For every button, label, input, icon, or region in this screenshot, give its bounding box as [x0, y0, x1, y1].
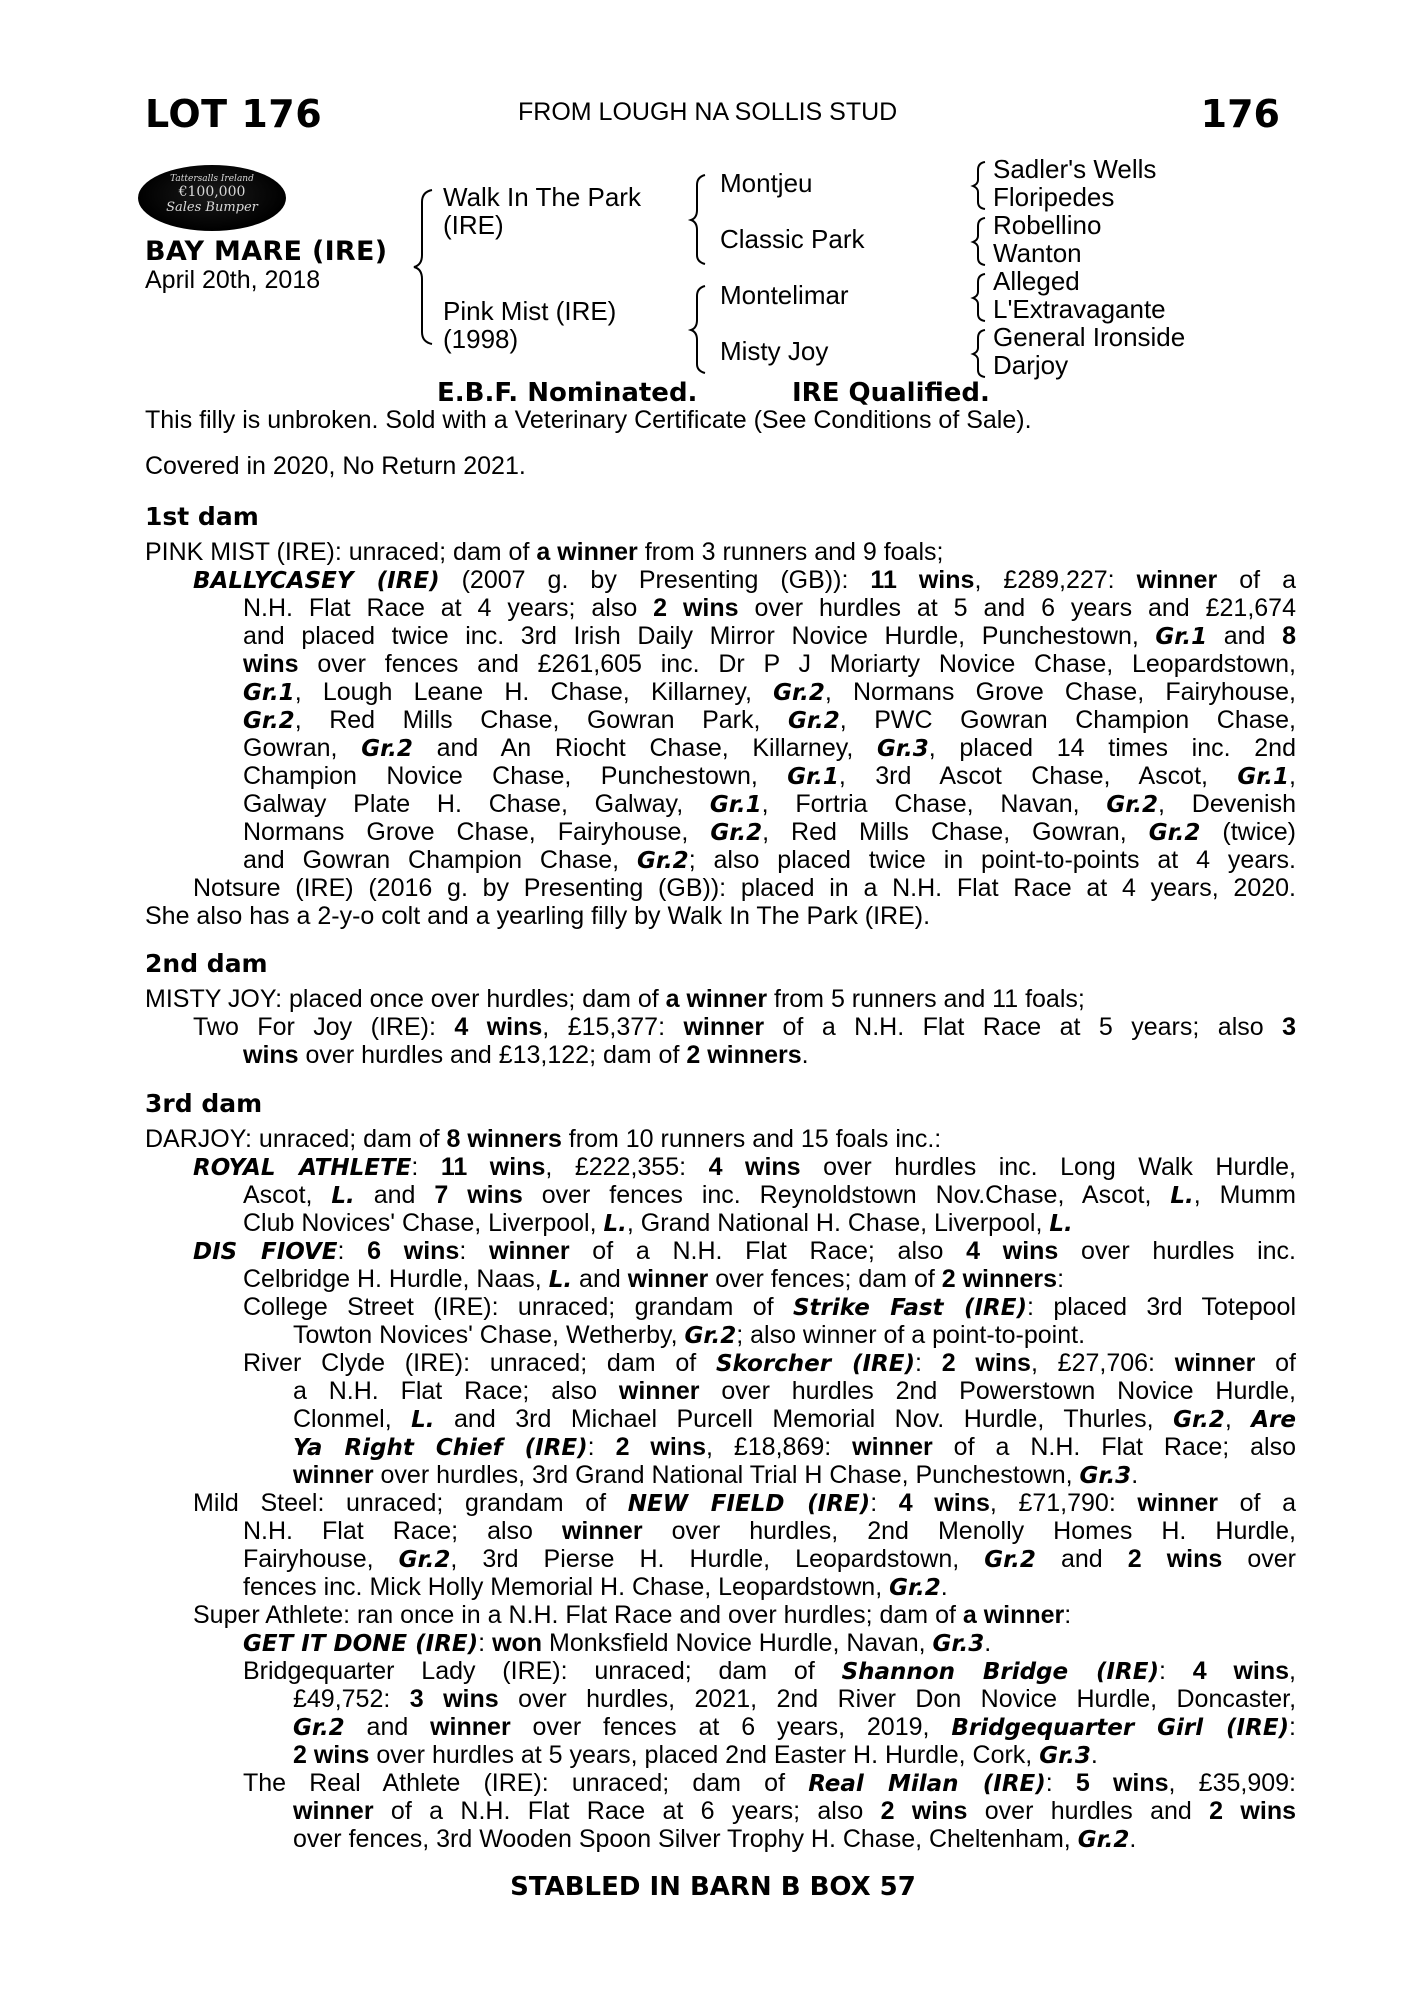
text-segment: of a: [1217, 1489, 1296, 1517]
emphasis-text: Gr.3: [932, 1631, 985, 1657]
bold-text: 6 wins: [367, 1237, 460, 1265]
emphasis-text: Gr.2: [398, 1547, 451, 1573]
bold-text: 7 wins: [434, 1181, 523, 1209]
sales-bumper-badge-icon: [138, 165, 286, 231]
emphasis-text: Gr.2: [1148, 820, 1201, 846]
text-line: [293, 1433, 1296, 1461]
text-segment: (twice): [1200, 818, 1296, 846]
text-line: [145, 1125, 941, 1153]
text-segment: and Gowran Champion Chase,: [243, 846, 637, 874]
text-line: [293, 1405, 1296, 1433]
ebf-nominated: E.B.F. Nominated.: [437, 378, 698, 408]
text-segment: :: [1057, 1265, 1065, 1293]
text-segment: , £27,706:: [1030, 1349, 1175, 1377]
emphasis-text: Gr.2: [788, 708, 840, 734]
text-segment: Ascot,: [243, 1181, 332, 1209]
great-grandparent-7: General Ironside: [993, 322, 1186, 352]
text-segment: from 5 runners and 11 foals;: [767, 985, 1085, 1013]
great-grandparent-8: Darjoy: [993, 350, 1069, 380]
text-line: [243, 734, 1296, 762]
text-segment: and: [572, 1265, 628, 1293]
emphasis-text: Gr.2: [361, 736, 413, 762]
bold-text: 8 winners: [446, 1125, 562, 1153]
text-segment: : placed 3rd Totepool: [1027, 1293, 1296, 1321]
bold-text: 3: [1282, 1013, 1296, 1041]
emphasis-text: Gr.2: [1077, 1827, 1130, 1853]
text-segment: , Fortria Chase, Navan,: [761, 790, 1107, 818]
bold-text: wins: [243, 1041, 299, 1069]
text-segment: :: [870, 1489, 899, 1517]
bold-text: winner: [1137, 1489, 1218, 1517]
grandsire-2: Montelimar: [720, 280, 849, 310]
text-line: [145, 902, 930, 930]
great-grandparent-4: Wanton: [993, 238, 1082, 268]
text-segment: , 3rd Pierse H. Hurdle, Leopardstown,: [450, 1545, 985, 1573]
text-line: [243, 1265, 1064, 1294]
text-segment: Champion Novice Chase, Punchestown,: [243, 762, 788, 790]
text-line: [293, 1713, 1296, 1741]
text-line: [193, 1237, 1296, 1265]
text-segment: Clonmel,: [293, 1405, 412, 1433]
text-segment: .: [1131, 1461, 1139, 1489]
text-segment: Normans Grove Chase, Fairyhouse,: [243, 818, 711, 846]
text-segment: , £15,377:: [542, 1013, 684, 1041]
text-line: [243, 1293, 1296, 1321]
bold-text: won: [492, 1629, 543, 1657]
bold-text: winner: [1136, 566, 1218, 594]
bold-text: 2 wins: [1127, 1545, 1223, 1573]
emphasis-text: BALLYCASEY (IRE): [193, 568, 440, 594]
text-segment: over fences; dam of: [708, 1265, 942, 1293]
text-segment: over fences at 6 years, 2019,: [510, 1713, 952, 1741]
text-segment: , Red Mills Chase, Gowran Park,: [294, 706, 789, 734]
bold-text: 2 wins: [653, 594, 739, 622]
text-line: [293, 1797, 1296, 1825]
badge-line-2: €100,000: [178, 184, 246, 200]
bold-text: 8: [1282, 622, 1296, 650]
emphasis-text: Bridgequarter Girl (IRE): [951, 1715, 1290, 1741]
emphasis-text: Gr.1: [1155, 624, 1208, 650]
text-segment: :: [587, 1433, 616, 1461]
emphasis-text: Gr.1: [243, 680, 295, 706]
granddam-1: Classic Park: [720, 224, 865, 254]
text-segment: over hurdles at 5 years, placed 2nd Easter H. Hurdle, Cork,: [369, 1741, 1040, 1769]
text-segment: over hurdles and £13,122; dam of: [298, 1041, 687, 1069]
text-segment: DARJOY: unraced; dam of: [145, 1125, 447, 1153]
emphasis-text: Real Milan (IRE): [808, 1771, 1046, 1797]
emphasis-text: Gr.1: [787, 764, 839, 790]
text-segment: over: [1222, 1545, 1296, 1573]
text-segment: River Clyde (IRE): unraced; dam of: [243, 1349, 716, 1377]
text-segment: :: [1159, 1657, 1193, 1685]
text-segment: of: [1255, 1349, 1296, 1377]
text-line: [243, 1573, 948, 1602]
text-segment: Gowran,: [243, 734, 362, 762]
text-segment: over hurdles inc.: [1058, 1237, 1296, 1265]
text-segment: from 10 runners and 15 foals inc.:: [561, 1125, 942, 1153]
great-grandparent-2: Floripedes: [993, 182, 1115, 212]
emphasis-text: Gr.2: [773, 680, 825, 706]
emphasis-text: Strike Fast (IRE): [792, 1295, 1027, 1321]
text-segment: over hurdles, 2nd Menolly Homes H. Hurdle,: [642, 1517, 1296, 1545]
emphasis-text: Are: [1251, 1407, 1296, 1433]
text-segment: College Street (IRE): unraced; grandam of: [243, 1293, 793, 1321]
text-line: [193, 566, 1296, 594]
text-segment: , £35,909:: [1168, 1769, 1296, 1797]
bold-text: winner: [293, 1797, 374, 1825]
text-segment: and placed twice inc. 3rd Irish Daily Mirror Novice Hurdle, Punchestown,: [243, 622, 1156, 650]
text-line: [243, 706, 1296, 734]
text-segment: of a: [1217, 566, 1296, 594]
text-segment: :: [337, 1237, 368, 1265]
emphasis-text: Gr.3: [1079, 1463, 1132, 1489]
text-line: [243, 678, 1296, 706]
text-line: [243, 650, 1296, 678]
text-segment: , £71,790:: [989, 1489, 1138, 1517]
text-line: [243, 594, 1296, 622]
text-line: [193, 1489, 1296, 1517]
text-segment: N.H. Flat Race at 4 years; also: [243, 594, 654, 622]
brace-ggp-2: [973, 218, 985, 265]
bold-text: 4 wins: [708, 1153, 801, 1181]
emphasis-text: Gr.3: [877, 736, 929, 762]
brace-ggp-3: [973, 274, 985, 321]
emphasis-text: Gr.2: [1173, 1407, 1225, 1433]
brace-sire-line: [691, 175, 705, 264]
text-segment: , Normans Grove Chase, Fairyhouse,: [824, 678, 1296, 706]
text-line: [193, 1601, 1071, 1629]
text-line: [145, 985, 1085, 1013]
text-line: [193, 1013, 1296, 1041]
text-segment: MISTY JOY: placed once over hurdles; dam of: [145, 985, 666, 1013]
text-segment: fences inc. Mick Holly Memorial H. Chase, Leopardstown,: [243, 1573, 890, 1601]
emphasis-text: Skorcher (IRE): [715, 1351, 915, 1377]
dam-suffix: (1998): [443, 324, 519, 354]
text-segment: from 3 runners and 9 foals;: [637, 538, 944, 566]
great-grandparent-1: Sadler's Wells: [993, 154, 1157, 184]
text-segment: , Lough Leane H. Chase, Killarney,: [294, 678, 774, 706]
text-segment: The Real Athlete (IRE): unraced; dam of: [243, 1769, 809, 1797]
emphasis-text: Gr.2: [1106, 792, 1159, 818]
text-segment: Fairyhouse,: [243, 1545, 399, 1573]
text-line: [243, 762, 1296, 790]
text-line: [243, 622, 1296, 650]
text-segment: .: [940, 1573, 948, 1601]
great-grandparent-3: Robellino: [993, 210, 1102, 240]
text-line: [293, 1461, 1138, 1490]
text-segment: Two For Joy (IRE):: [193, 1013, 455, 1041]
text-segment: ,: [1224, 1405, 1252, 1433]
emphasis-text: GET IT DONE (IRE): [243, 1631, 479, 1657]
sire-name: Walk In The Park: [443, 182, 641, 212]
bold-text: 4 wins: [1192, 1657, 1290, 1685]
text-segment: over fences and £261,605 inc. Dr P J Moriarty Novice Chase, Leopardstown,: [298, 650, 1296, 678]
text-segment: and: [1035, 1545, 1128, 1573]
text-segment: ; also placed twice in point-to-points at 4 years.: [688, 846, 1296, 874]
text-line: [293, 1685, 1296, 1713]
unbroken-note: This filly is unbroken. Sold with a Veterinary Certificate (See Conditions of Sale).: [145, 406, 1032, 434]
text-segment: Galway Plate H. Chase, Galway,: [243, 790, 710, 818]
text-line: [243, 846, 1296, 874]
text-segment: :: [1289, 1713, 1296, 1741]
text-segment: £49,752:: [293, 1685, 410, 1713]
horse-name: BAY MARE (IRE): [145, 236, 388, 267]
text-segment: :: [914, 1349, 942, 1377]
text-line: [293, 1741, 1098, 1770]
great-grandparent-6: L'Extravagante: [993, 294, 1166, 324]
bold-text: winner: [852, 1433, 933, 1461]
text-segment: , 3rd Ascot Chase, Ascot,: [838, 762, 1238, 790]
first-dam-heading: 1st dam: [145, 502, 259, 531]
bold-text: 2 wins: [615, 1433, 706, 1461]
bold-text: 2 wins: [1209, 1797, 1296, 1825]
text-segment: N.H. Flat Race; also: [243, 1517, 562, 1545]
bold-text: 2 wins: [293, 1741, 370, 1769]
bold-text: winner: [683, 1013, 765, 1041]
emphasis-text: Gr.2: [889, 1575, 941, 1601]
bold-text: 3 wins: [409, 1685, 499, 1713]
emphasis-text: ROYAL ATHLETE: [193, 1155, 412, 1181]
text-line: [293, 1377, 1296, 1405]
text-segment: , £18,869:: [705, 1433, 853, 1461]
bold-text: 2 winners: [686, 1041, 802, 1069]
text-segment: over hurdles, 3rd Grand National Trial H Chase, Punchestown,: [373, 1461, 1080, 1489]
brace-ggp-4: [973, 330, 985, 377]
consignor: FROM LOUGH NA SOLLIS STUD: [518, 98, 898, 126]
text-segment: Bridgequarter Lady (IRE): unraced; dam of: [243, 1657, 842, 1685]
bold-text: winner: [618, 1377, 700, 1405]
text-segment: over hurdles 2nd Powerstown Novice Hurdle,: [699, 1377, 1296, 1405]
second-dam-heading: 2nd dam: [145, 949, 268, 978]
text-line: [243, 1629, 991, 1658]
text-segment: ,: [1289, 762, 1296, 790]
text-line: [243, 818, 1296, 846]
text-line: [243, 1181, 1296, 1209]
bold-text: 2 wins: [941, 1349, 1031, 1377]
text-line: [193, 1153, 1296, 1181]
emphasis-text: NEW FIELD (IRE): [627, 1491, 871, 1517]
text-segment: Celbridge H. Hurdle, Naas,: [243, 1265, 549, 1293]
emphasis-text: Gr.1: [709, 792, 762, 818]
emphasis-text: Gr.2: [637, 848, 689, 874]
text-segment: over hurdles inc. Long Walk Hurdle,: [800, 1153, 1296, 1181]
text-line: [243, 1657, 1296, 1685]
emphasis-text: L.: [1170, 1183, 1194, 1209]
bold-text: 2 winners: [941, 1265, 1058, 1293]
text-segment: :: [1045, 1769, 1076, 1797]
text-segment: , £222,355:: [545, 1153, 709, 1181]
text-segment: :: [459, 1237, 489, 1265]
text-segment: Mild Steel: unraced; grandam of: [193, 1489, 628, 1517]
text-segment: ,: [1289, 1657, 1296, 1685]
text-segment: Club Novices' Chase, Liverpool,: [243, 1209, 604, 1237]
lot-number: 176: [1200, 92, 1280, 136]
text-segment: ; also winner of a point-to-point.: [736, 1321, 1086, 1349]
text-line: [293, 1321, 1085, 1350]
text-segment: over hurdles and: [967, 1797, 1210, 1825]
emphasis-text: Shannon Bridge (IRE): [841, 1659, 1159, 1685]
bold-text: 4 wins: [898, 1489, 990, 1517]
covered-note: Covered in 2020, No Return 2021.: [145, 452, 526, 480]
text-segment: , placed 14 times inc. 2nd: [928, 734, 1296, 762]
bold-text: 11 wins: [440, 1153, 546, 1181]
emphasis-text: Gr.2: [293, 1715, 345, 1741]
bold-text: winner: [430, 1713, 511, 1741]
emphasis-text: L.: [603, 1211, 627, 1237]
bold-text: 4 wins: [454, 1013, 543, 1041]
granddam-2: Misty Joy: [720, 336, 829, 366]
emphasis-text: DIS FIOVE: [193, 1239, 338, 1265]
text-line: [243, 790, 1296, 818]
text-segment: , £289,227:: [974, 566, 1137, 594]
emphasis-text: L.: [411, 1407, 435, 1433]
text-segment: :: [411, 1153, 441, 1181]
text-segment: , Devenish: [1158, 790, 1296, 818]
emphasis-text: Gr.2: [684, 1323, 737, 1349]
bold-text: a winner: [962, 1601, 1065, 1629]
text-segment: and: [344, 1713, 431, 1741]
brace-ggp-1: [973, 162, 985, 209]
text-segment: over fences, 3rd Wooden Spoon Silver Trophy H. Chase, Cheltenham,: [293, 1825, 1078, 1853]
text-line: [243, 1545, 1296, 1573]
text-line: [243, 1517, 1296, 1545]
text-segment: She also has a 2-y-o colt and a yearling filly by Walk In The Park (IRE).: [145, 902, 931, 930]
text-segment: of a N.H. Flat Race at 5 years; also: [764, 1013, 1283, 1041]
text-segment: (2007 g. by Presenting (GB)):: [439, 566, 871, 594]
grandsire-1: Montjeu: [720, 168, 813, 198]
brace-sire-dam: [414, 190, 432, 344]
text-segment: , Mumm: [1193, 1181, 1296, 1209]
bold-text: winner: [1174, 1349, 1256, 1377]
bold-text: winner: [561, 1517, 643, 1545]
badge-line-1: Tattersalls Ireland: [170, 174, 254, 184]
text-line: [243, 1041, 809, 1069]
text-segment: and An Riocht Chase, Killarney,: [412, 734, 878, 762]
text-segment: of a N.H. Flat Race at 6 years; also: [373, 1797, 881, 1825]
sire-suffix: (IRE): [443, 210, 504, 240]
third-dam-heading: 3rd dam: [145, 1089, 263, 1118]
badge-line-3: Sales Bumper: [166, 200, 258, 215]
ire-qualified: IRE Qualified.: [792, 378, 990, 408]
text-segment: and: [354, 1181, 435, 1209]
emphasis-text: Gr.1: [1237, 764, 1290, 790]
emphasis-text: Gr.3: [1039, 1743, 1091, 1769]
emphasis-text: Gr.2: [243, 708, 295, 734]
text-segment: .: [1129, 1825, 1137, 1853]
text-segment: Monksfield Novice Hurdle, Navan,: [542, 1629, 933, 1657]
dam-name: Pink Mist (IRE): [443, 296, 617, 326]
text-segment: .: [1090, 1741, 1098, 1769]
text-segment: , PWC Gowran Champion Chase,: [839, 706, 1296, 734]
text-segment: :: [1064, 1601, 1072, 1629]
text-segment: of a N.H. Flat Race; also: [569, 1237, 967, 1265]
bold-text: 2 wins: [880, 1797, 968, 1825]
text-segment: and: [1207, 622, 1283, 650]
text-line: [145, 538, 943, 566]
text-segment: Towton Novices' Chase, Wetherby,: [293, 1321, 685, 1349]
stabling-info: STABLED IN BARN B BOX 57: [510, 1872, 916, 1902]
text-segment: , Grand National H. Chase, Liverpool,: [626, 1209, 1050, 1237]
bold-text: 5 wins: [1075, 1769, 1169, 1797]
text-segment: of a N.H. Flat Race; also: [932, 1433, 1296, 1461]
text-segment: PINK MIST (IRE): unraced; dam of: [145, 538, 537, 566]
emphasis-text: L.: [1049, 1211, 1073, 1237]
text-segment: Notsure (IRE) (2016 g. by Presenting (GB)): placed in a N.H. Flat Race at 4 years, 2020.: [193, 874, 1296, 902]
bold-text: a winner: [665, 985, 768, 1013]
emphasis-text: Gr.2: [710, 820, 763, 846]
bold-text: 4 wins: [966, 1237, 1059, 1265]
text-line: [243, 1349, 1296, 1377]
great-grandparent-5: Alleged: [993, 266, 1080, 296]
text-segment: over hurdles, 2021, 2nd River Don Novice Hurdle, Doncaster,: [498, 1685, 1296, 1713]
brace-dam-line: [691, 286, 705, 373]
emphasis-text: L.: [548, 1267, 573, 1293]
text-segment: , Red Mills Chase, Gowran,: [762, 818, 1149, 846]
text-segment: and 3rd Michael Purcell Memorial Nov. Hurdle, Thurles,: [434, 1405, 1174, 1433]
text-segment: over fences inc. Reynoldstown Nov.Chase, Ascot,: [522, 1181, 1171, 1209]
text-segment: Super Athlete: ran once in a N.H. Flat Race and over hurdles; dam of: [193, 1601, 963, 1629]
bold-text: wins: [243, 650, 299, 678]
bold-text: winner: [627, 1265, 709, 1293]
bold-text: winner: [293, 1461, 374, 1489]
foal-date: April 20th, 2018: [145, 266, 321, 294]
text-segment: .: [801, 1041, 809, 1069]
text-segment: over hurdles at 5 and 6 years and £21,674: [738, 594, 1296, 622]
text-line: [293, 1825, 1136, 1854]
text-line: [193, 874, 1296, 902]
bold-text: 11 wins: [870, 566, 975, 594]
lot-title: LOT 176: [145, 92, 323, 136]
text-segment: a N.H. Flat Race; also: [293, 1377, 619, 1405]
text-segment: :: [478, 1629, 493, 1657]
text-line: [243, 1769, 1296, 1797]
emphasis-text: Gr.2: [984, 1547, 1036, 1573]
emphasis-text: Ya Right Chief (IRE): [293, 1435, 588, 1461]
text-segment: .: [984, 1629, 992, 1657]
text-line: [243, 1209, 1073, 1238]
emphasis-text: L.: [331, 1183, 355, 1209]
bold-text: a winner: [536, 538, 638, 566]
bold-text: winner: [489, 1237, 570, 1265]
